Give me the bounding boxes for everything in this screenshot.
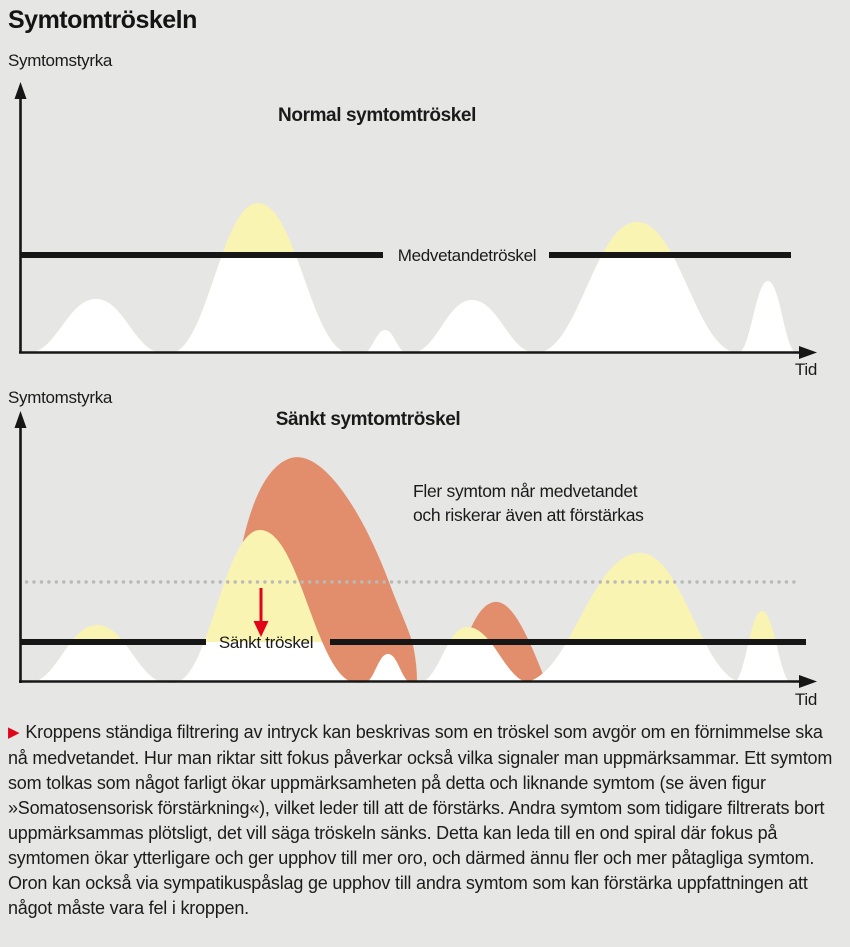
- y-axis-label: Symtomstyrka: [8, 388, 113, 407]
- lowered-threshold-line: [330, 639, 806, 645]
- consciousness-threshold-line: [549, 252, 791, 258]
- x-axis-arrowhead-icon: [799, 675, 817, 688]
- caption-text: Kroppens ständiga filtrering av intryck kan beskrivas som en tröskel som avgör om en förnimmelse ska nå medvetandet. Hur man riktar sitt fokus påverkar också vilka signaler man uppmärksammar. Ett symtom som tolkas som något farligt ökar uppmärksamheten på detta och liknande symtom (se även figur »Somatosensorisk förstärkning«), vilket leder till att de förstärks. Andra symtom som tidigare filtrerats bort uppmärksammas plötsligt, det vill säga tröskeln sänks. Detta kan leda till en ond spiral där fokus på symtomen ökar ytterligare och ger upphov till mer oro, och därmed ännu fler och mer påtagliga symtom. Oron kan också via sympatikuspåslag ge upphov till andra symtom som kan förstärka uppfattningen att något måste vara fel i kroppen.: [8, 722, 833, 918]
- y-axis-arrowhead-icon: [15, 411, 27, 428]
- symptom-curves-lowered: [28, 457, 792, 683]
- symptom-curves-normal: [28, 203, 797, 353]
- y-axis-label: Symtomstyrka: [8, 51, 113, 70]
- caption-bullet-icon: ▶: [8, 724, 20, 741]
- consciousness-threshold-label: Medvetandetröskel: [397, 246, 537, 265]
- top-chart: [8, 51, 817, 379]
- panel-title-normal: Normal symtomtröskel: [278, 105, 476, 126]
- panel-title-lowered: Sänkt symtomtröskel: [275, 409, 461, 430]
- lowered-threshold-line: [20, 639, 206, 645]
- y-axis-arrowhead-icon: [15, 82, 27, 99]
- annotation-line-2: och riskerar även att förstärkas: [413, 505, 644, 525]
- symptom-hill: [738, 281, 797, 353]
- consciousness-threshold-line: [20, 252, 383, 258]
- symptom-hill: [28, 299, 163, 353]
- x-axis-label: Tid: [794, 690, 817, 709]
- x-axis-arrowhead-icon: [799, 346, 817, 359]
- x-axis-label: Tid: [794, 360, 817, 379]
- lowered-threshold-label: Sänkt tröskel: [218, 633, 314, 652]
- symptom-hill: [411, 300, 536, 353]
- figure-caption: [8, 720, 844, 921]
- page-title: Symtomtröskeln: [8, 6, 197, 34]
- annotation-line-1: Fler symtom når medvetandet: [413, 481, 638, 501]
- symptom-hill: [363, 330, 407, 353]
- bottom-chart: [8, 388, 817, 709]
